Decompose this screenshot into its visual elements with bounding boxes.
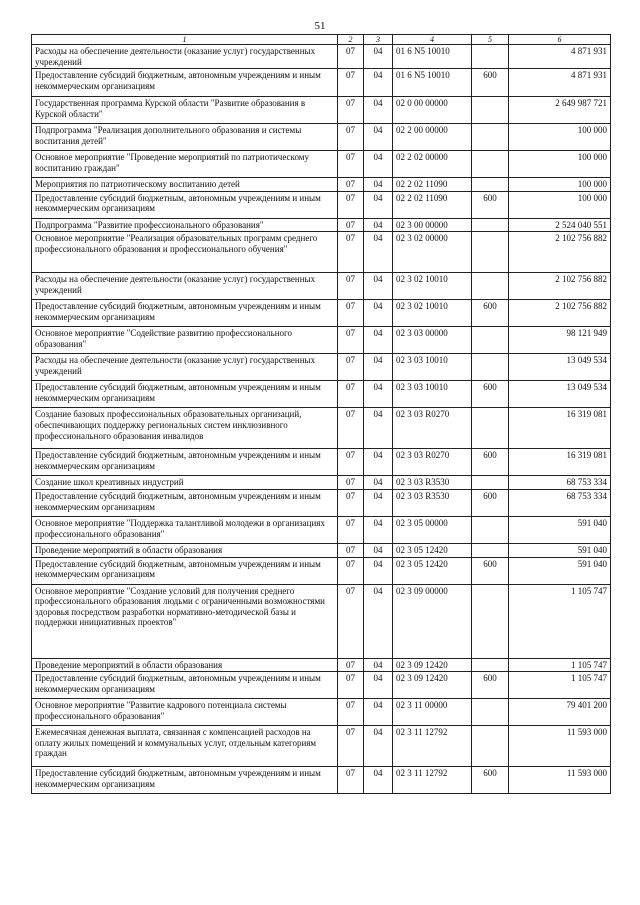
table-row [32, 672, 611, 699]
header-col-amount: 6 [509, 35, 611, 45]
row-amount: 16 319 081 [509, 408, 611, 449]
row-section: 07 [338, 557, 364, 584]
table-row [32, 354, 611, 381]
row-expense-type [472, 97, 509, 124]
row-section: 07 [338, 178, 364, 192]
row-amount: 100 000 [509, 178, 611, 192]
row-amount: 4 871 931 [509, 45, 611, 69]
row-expense-type [472, 124, 509, 151]
row-amount: 2 649 987 721 [509, 97, 611, 124]
row-name: Основное мероприятие "Реализация образовательных программ среднего профессионального образования и профессионального обучения" [32, 232, 338, 273]
row-subsection: 04 [364, 300, 393, 327]
table-row [32, 489, 611, 516]
row-expense-type [472, 658, 509, 672]
row-expense-type: 600 [472, 69, 509, 97]
row-subsection: 04 [364, 327, 393, 354]
row-subsection: 04 [364, 273, 393, 300]
row-name: Основное мероприятие "Развитие кадрового потенциала системы профессионального образования" [32, 699, 338, 726]
row-amount: 4 871 931 [509, 69, 611, 97]
row-name: Предоставление субсидий бюджетным, автономным учреждениям и иным некоммерческим организациям [32, 557, 338, 584]
row-subsection: 04 [364, 354, 393, 381]
row-target-article: 02 3 09 12420 [393, 672, 472, 699]
row-subsection: 04 [364, 381, 393, 408]
row-expense-type [472, 178, 509, 192]
table-row [32, 69, 611, 97]
row-section: 07 [338, 476, 364, 490]
row-expense-type [472, 726, 509, 767]
row-subsection: 04 [364, 516, 393, 543]
row-name: Ежемесячная денежная выплата, связанная с компенсацией расходов на оплату жилых помещений и коммунальных услуг, отдельным категориям граждан [32, 726, 338, 767]
row-expense-type: 600 [472, 767, 509, 794]
row-name: Предоставление субсидий бюджетным, автономным учреждениям и иным некоммерческим организациям [32, 191, 338, 218]
row-section: 07 [338, 489, 364, 516]
row-expense-type: 600 [472, 489, 509, 516]
row-name: Предоставление субсидий бюджетным, автономным учреждениям и иным некоммерческим организациям [32, 69, 338, 97]
table-row [32, 232, 611, 273]
row-section: 07 [338, 726, 364, 767]
row-section: 07 [338, 45, 364, 69]
row-subsection: 04 [364, 658, 393, 672]
row-target-article: 02 3 05 00000 [393, 516, 472, 543]
row-target-article: 02 3 03 10010 [393, 354, 472, 381]
row-name: Основное мероприятие "Создание условий для получения среднего профессионального образования людьми с ограниченными возможностями здоровья посредством разработки нормативно-методической базы и поддержки инициативных проектов" [32, 584, 338, 658]
header-col-section: 2 [338, 35, 364, 45]
row-subsection: 04 [364, 97, 393, 124]
row-subsection: 04 [364, 69, 393, 97]
row-target-article: 02 3 09 12420 [393, 658, 472, 672]
row-subsection: 04 [364, 543, 393, 557]
table-row [32, 178, 611, 192]
row-name: Создание базовых профессиональных образовательных организаций, обеспечивающих поддержку региональных систем инклюзивного профессионального образования инвалидов [32, 408, 338, 449]
table-row [32, 300, 611, 327]
row-target-article: 02 3 11 00000 [393, 699, 472, 726]
table-row [32, 124, 611, 151]
table-row [32, 151, 611, 178]
table-row [32, 543, 611, 557]
row-expense-type: 600 [472, 381, 509, 408]
row-expense-type: 600 [472, 191, 509, 218]
row-amount: 13 049 534 [509, 381, 611, 408]
row-name: Предоставление субсидий бюджетным, автономным учреждениям и иным некоммерческим организациям [32, 381, 338, 408]
row-target-article: 02 3 02 10010 [393, 273, 472, 300]
row-expense-type [472, 218, 509, 232]
table-row [32, 273, 611, 300]
header-col-expense-type: 5 [472, 35, 509, 45]
row-section: 07 [338, 191, 364, 218]
row-subsection: 04 [364, 767, 393, 794]
row-target-article: 02 3 03 00000 [393, 327, 472, 354]
row-amount: 16 319 081 [509, 449, 611, 476]
row-section: 07 [338, 672, 364, 699]
row-amount: 100 000 [509, 124, 611, 151]
table-row [32, 408, 611, 449]
row-expense-type [472, 699, 509, 726]
row-subsection: 04 [364, 191, 393, 218]
row-target-article: 02 2 02 11090 [393, 191, 472, 218]
row-name: Предоставление субсидий бюджетным, автономным учреждениям и иным некоммерческим организациям [32, 449, 338, 476]
row-target-article: 02 0 00 00000 [393, 97, 472, 124]
row-expense-type: 600 [472, 557, 509, 584]
row-section: 07 [338, 543, 364, 557]
row-amount: 591 040 [509, 543, 611, 557]
row-expense-type [472, 476, 509, 490]
row-amount: 100 000 [509, 191, 611, 218]
row-name: Расходы на обеспечение деятельности (оказание услуг) государственных учреждений [32, 354, 338, 381]
row-target-article: 01 6 N5 10010 [393, 69, 472, 97]
row-expense-type [472, 354, 509, 381]
row-subsection: 04 [364, 699, 393, 726]
row-amount: 13 049 534 [509, 354, 611, 381]
row-name: Государственная программа Курской области "Развитие образования в Курской области" [32, 97, 338, 124]
row-name: Основное мероприятие "Проведение мероприятий по патриотическому воспитанию граждан" [32, 151, 338, 178]
row-target-article: 02 3 03 R0270 [393, 408, 472, 449]
row-target-article: 01 6 N5 10010 [393, 45, 472, 69]
row-target-article: 02 3 03 R0270 [393, 449, 472, 476]
row-subsection: 04 [364, 672, 393, 699]
row-section: 07 [338, 273, 364, 300]
row-subsection: 04 [364, 124, 393, 151]
row-target-article: 02 3 02 00000 [393, 232, 472, 273]
row-section: 07 [338, 699, 364, 726]
row-name: Проведение мероприятий в области образования [32, 658, 338, 672]
row-section: 07 [338, 327, 364, 354]
header-col-target-article: 4 [393, 35, 472, 45]
row-target-article: 02 3 09 00000 [393, 584, 472, 658]
row-target-article: 02 3 00 00000 [393, 218, 472, 232]
row-section: 07 [338, 97, 364, 124]
row-target-article: 02 2 02 11090 [393, 178, 472, 192]
row-target-article: 02 3 03 R3530 [393, 476, 472, 490]
row-name: Расходы на обеспечение деятельности (оказание услуг) государственных учреждений [32, 273, 338, 300]
row-expense-type [472, 516, 509, 543]
row-name: Создание школ креативных индустрий [32, 476, 338, 490]
row-expense-type [472, 273, 509, 300]
table-row [32, 327, 611, 354]
row-section: 07 [338, 300, 364, 327]
row-amount: 2 102 756 882 [509, 232, 611, 273]
header-col-subsection: 3 [364, 35, 393, 45]
row-expense-type: 600 [472, 672, 509, 699]
row-amount: 1 105 747 [509, 672, 611, 699]
row-section: 07 [338, 151, 364, 178]
row-section: 07 [338, 218, 364, 232]
row-amount: 591 040 [509, 557, 611, 584]
table-row [32, 97, 611, 124]
row-amount: 79 401 200 [509, 699, 611, 726]
table-body [32, 45, 611, 794]
row-section: 07 [338, 124, 364, 151]
row-amount: 1 105 747 [509, 584, 611, 658]
table-header-row [32, 35, 611, 45]
row-subsection: 04 [364, 232, 393, 273]
row-section: 07 [338, 767, 364, 794]
row-expense-type [472, 584, 509, 658]
table-row [32, 449, 611, 476]
row-amount: 11 593 000 [509, 726, 611, 767]
table-row [32, 381, 611, 408]
row-amount: 2 102 756 882 [509, 273, 611, 300]
page-number: 51 [314, 20, 326, 32]
row-target-article: 02 3 11 12792 [393, 767, 472, 794]
row-name: Расходы на обеспечение деятельности (оказание услуг) государственных учреждений [32, 45, 338, 69]
row-name: Предоставление субсидий бюджетным, автономным учреждениям и иным некоммерческим организациям [32, 767, 338, 794]
row-expense-type [472, 151, 509, 178]
row-expense-type: 600 [472, 300, 509, 327]
row-expense-type [472, 327, 509, 354]
row-subsection: 04 [364, 476, 393, 490]
row-expense-type [472, 232, 509, 273]
row-section: 07 [338, 658, 364, 672]
row-target-article: 02 2 02 00000 [393, 151, 472, 178]
row-target-article: 02 2 00 00000 [393, 124, 472, 151]
row-amount: 1 105 747 [509, 658, 611, 672]
row-amount: 11 593 000 [509, 767, 611, 794]
row-name: Проведение мероприятий в области образования [32, 543, 338, 557]
row-section: 07 [338, 449, 364, 476]
row-name: Мероприятия по патриотическому воспитанию детей [32, 178, 338, 192]
row-amount: 68 753 334 [509, 489, 611, 516]
row-name: Основное мероприятие "Поддержка талантливой молодежи в организациях профессионального образования" [32, 516, 338, 543]
row-name: Подпрограмма "Развитие профессионального образования" [32, 218, 338, 232]
row-name: Предоставление субсидий бюджетным, автономным учреждениям и иным некоммерческим организациям [32, 300, 338, 327]
row-subsection: 04 [364, 557, 393, 584]
row-section: 07 [338, 69, 364, 97]
table-row [32, 191, 611, 218]
row-target-article: 02 3 05 12420 [393, 543, 472, 557]
row-name: Предоставление субсидий бюджетным, автономным учреждениям и иным некоммерческим организациям [32, 672, 338, 699]
row-section: 07 [338, 408, 364, 449]
row-section: 07 [338, 381, 364, 408]
row-expense-type [472, 408, 509, 449]
row-amount: 98 121 949 [509, 327, 611, 354]
row-subsection: 04 [364, 584, 393, 658]
row-name: Основное мероприятие "Содействие развитию профессионального образования" [32, 327, 338, 354]
row-section: 07 [338, 584, 364, 658]
row-name: Подпрограмма "Реализация дополнительного образования и системы воспитания детей" [32, 124, 338, 151]
row-amount: 68 753 334 [509, 476, 611, 490]
row-subsection: 04 [364, 408, 393, 449]
row-expense-type [472, 543, 509, 557]
row-subsection: 04 [364, 449, 393, 476]
row-section: 07 [338, 354, 364, 381]
table-row [32, 726, 611, 767]
row-subsection: 04 [364, 151, 393, 178]
table-row [32, 658, 611, 672]
row-subsection: 04 [364, 218, 393, 232]
row-target-article: 02 3 03 10010 [393, 381, 472, 408]
table-row [32, 699, 611, 726]
row-amount: 2 102 756 882 [509, 300, 611, 327]
row-subsection: 04 [364, 45, 393, 69]
row-amount: 100 000 [509, 151, 611, 178]
row-name: Предоставление субсидий бюджетным, автономным учреждениям и иным некоммерческим организациям [32, 489, 338, 516]
row-amount: 2 524 040 551 [509, 218, 611, 232]
header-col-name: 1 [32, 35, 338, 45]
row-section: 07 [338, 232, 364, 273]
row-section: 07 [338, 516, 364, 543]
table-row [32, 516, 611, 543]
row-subsection: 04 [364, 178, 393, 192]
row-target-article: 02 3 05 12420 [393, 557, 472, 584]
row-subsection: 04 [364, 489, 393, 516]
row-subsection: 04 [364, 726, 393, 767]
row-expense-type: 600 [472, 449, 509, 476]
table-row [32, 584, 611, 658]
row-expense-type [472, 45, 509, 69]
table-row [32, 218, 611, 232]
row-target-article: 02 3 02 10010 [393, 300, 472, 327]
table-row [32, 767, 611, 794]
table-row [32, 557, 611, 584]
table-row [32, 45, 611, 69]
row-target-article: 02 3 03 R3530 [393, 489, 472, 516]
row-target-article: 02 3 11 12792 [393, 726, 472, 767]
table-row [32, 476, 611, 490]
budget-table [31, 34, 611, 794]
row-amount: 591 040 [509, 516, 611, 543]
